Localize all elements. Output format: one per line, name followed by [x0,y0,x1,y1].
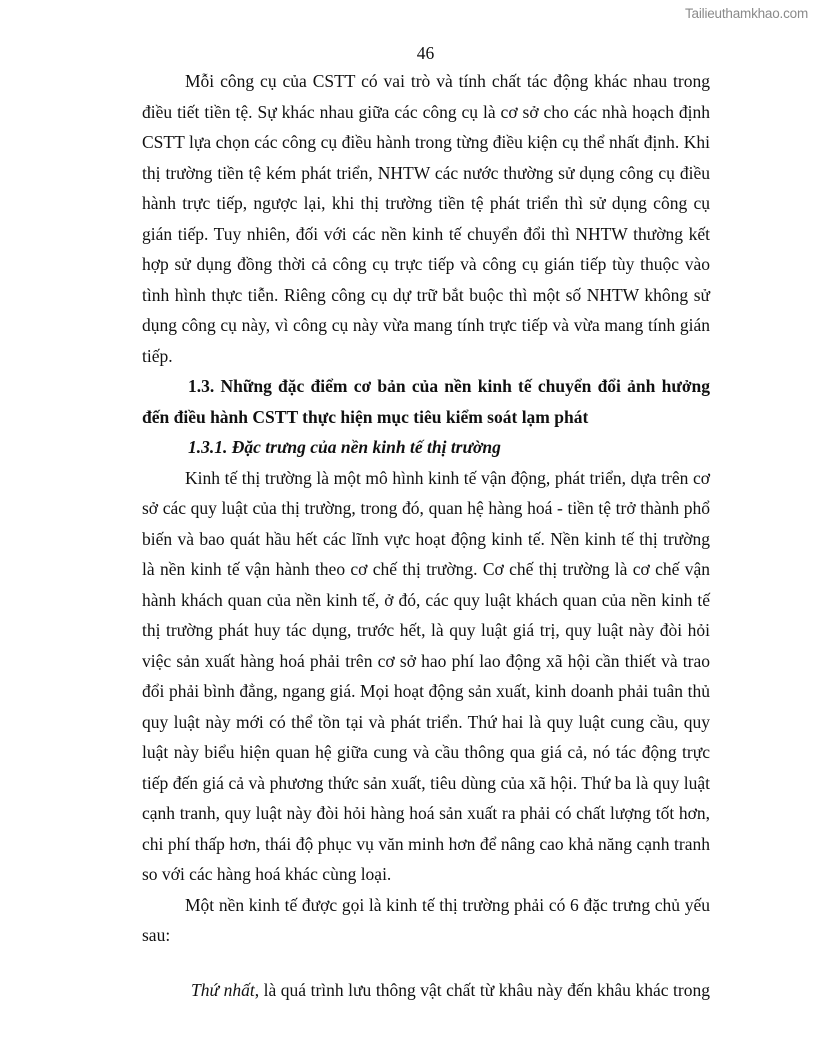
text-line: luật này biểu hiện quan hệ giữa cung và cầu thông qua giá cả, nó tác động trực [142,742,710,762]
text-line: tình hình thực tiễn. Riêng công cụ dự trữ bắt buộc thì một số NHTW không sử [142,284,710,305]
text-line: biến và bao quát hầu hết các lĩnh vực hoạt động kinh tế. Nền kinh tế thị trường [142,528,710,549]
text-line: gián tiếp. Tuy nhiên, đối với các nền kinh tế chuyển đổi thì NHTW thường kết [142,223,710,244]
text-line: việc sản xuất hàng hoá phải trên cơ sở hao phí lao động xã hội cần thiết và trao [142,650,710,671]
text-line: dụng công cụ này, vì công cụ này vừa mang tính trực tiếp và vừa mang tính gián [142,315,710,335]
paragraph-market-economy [142,463,710,890]
paragraph-six-features [142,890,710,951]
text-line: cạnh tranh, quy luật này đòi hỏi hàng hoá sản xuất ra phải có chất lượng tốt hơn, [142,803,710,823]
text-line: thị trường tiền tệ kém phát triển, NHTW các nước thường sử dụng công cụ điều [142,162,710,183]
text-line: đổi phải bình đẳng, ngang giá. Mọi hoạt động sản xuất, kinh doanh phải tuân thủ [142,681,710,701]
text-line: điều tiết tiền tệ. Sự khác nhau giữa các công cụ là cơ sở cho các nhà hoạch định [142,101,710,122]
text-line: tiếp đến giá cả và phương thức sản xuất, tiêu dùng của xã hội. Thứ ba là quy luật [142,772,710,793]
text-line: hành khách quan của nền kinh tế, ở đó, các quy luật khách quan của nền kinh tế [142,589,710,610]
first-feature-text: , là quá trình lưu thông vật chất từ khâu này đến khâu khác trong [254,979,710,1000]
text-line: tiếp. [142,345,173,366]
text-line: là nền kinh tế vận hành theo cơ chế thị trường. Cơ chế thị trường là cơ chế vận [142,559,710,579]
text-line: chi phí thấp hơn, thái độ phục vụ văn minh hơn để nâng cao khả năng cạnh tranh [142,833,710,854]
text-line: hành trực tiếp, ngược lại, khi thị trường tiền tệ phát triển thì sử dụng công cụ [142,193,710,213]
watermark: Tailieuthamkhao.com [684,6,808,21]
heading-line: đến điều hành CSTT thực hiện mục tiêu kiểm soát lạm phát [142,406,589,427]
text-line: Kinh tế thị trường là một mô hình kinh tế vận động, phát triển, dựa trên cơ [185,467,710,488]
first-feature-lead: Thứ nhất [191,979,255,1000]
text-line: so với các hàng hoá khác cùng loại. [142,864,392,884]
heading-line: 1.3. Những đặc điểm cơ bản của nền kinh tế chuyển đổi ảnh hưởng [188,376,710,396]
text-line: thị trường phát huy tác dụng, trước hết, là quy luật giá trị, quy luật này đòi hỏi [142,620,710,640]
paragraph-tools-overview [142,66,710,371]
text-line: Mỗi công cụ của CSTT có vai trò và tính chất tác động khác nhau trong [185,71,710,91]
text-line: sở các quy luật của thị trường, trong đó, quan hệ hàng hoá - tiền tệ trở thành phổ [142,498,710,518]
subsection-heading-1-3-1: 1.3.1. Đặc trưng của nền kinh tế thị trường [188,437,501,457]
text-line: quy luật này mới có thể tồn tại và phát triển. Thứ hai là quy luật cung cầu, quy [142,711,710,732]
text-line: hợp sử dụng đồng thời cả công cụ trực tiếp và công cụ gián tiếp tùy thuộc vào [142,254,710,274]
text-line: sau: [142,925,171,945]
section-heading-1-3 [142,371,710,432]
text-line: Một nền kinh tế được gọi là kinh tế thị trường phải có 6 đặc trưng chủ yếu [185,894,710,915]
page-body [142,66,710,1005]
page-number: 46 [416,43,435,63]
paragraph-first-feature [142,975,710,1006]
text-line: CSTT lựa chọn các công cụ điều hành trong từng điều kiện cụ thể nhất định. Khi [142,132,710,152]
